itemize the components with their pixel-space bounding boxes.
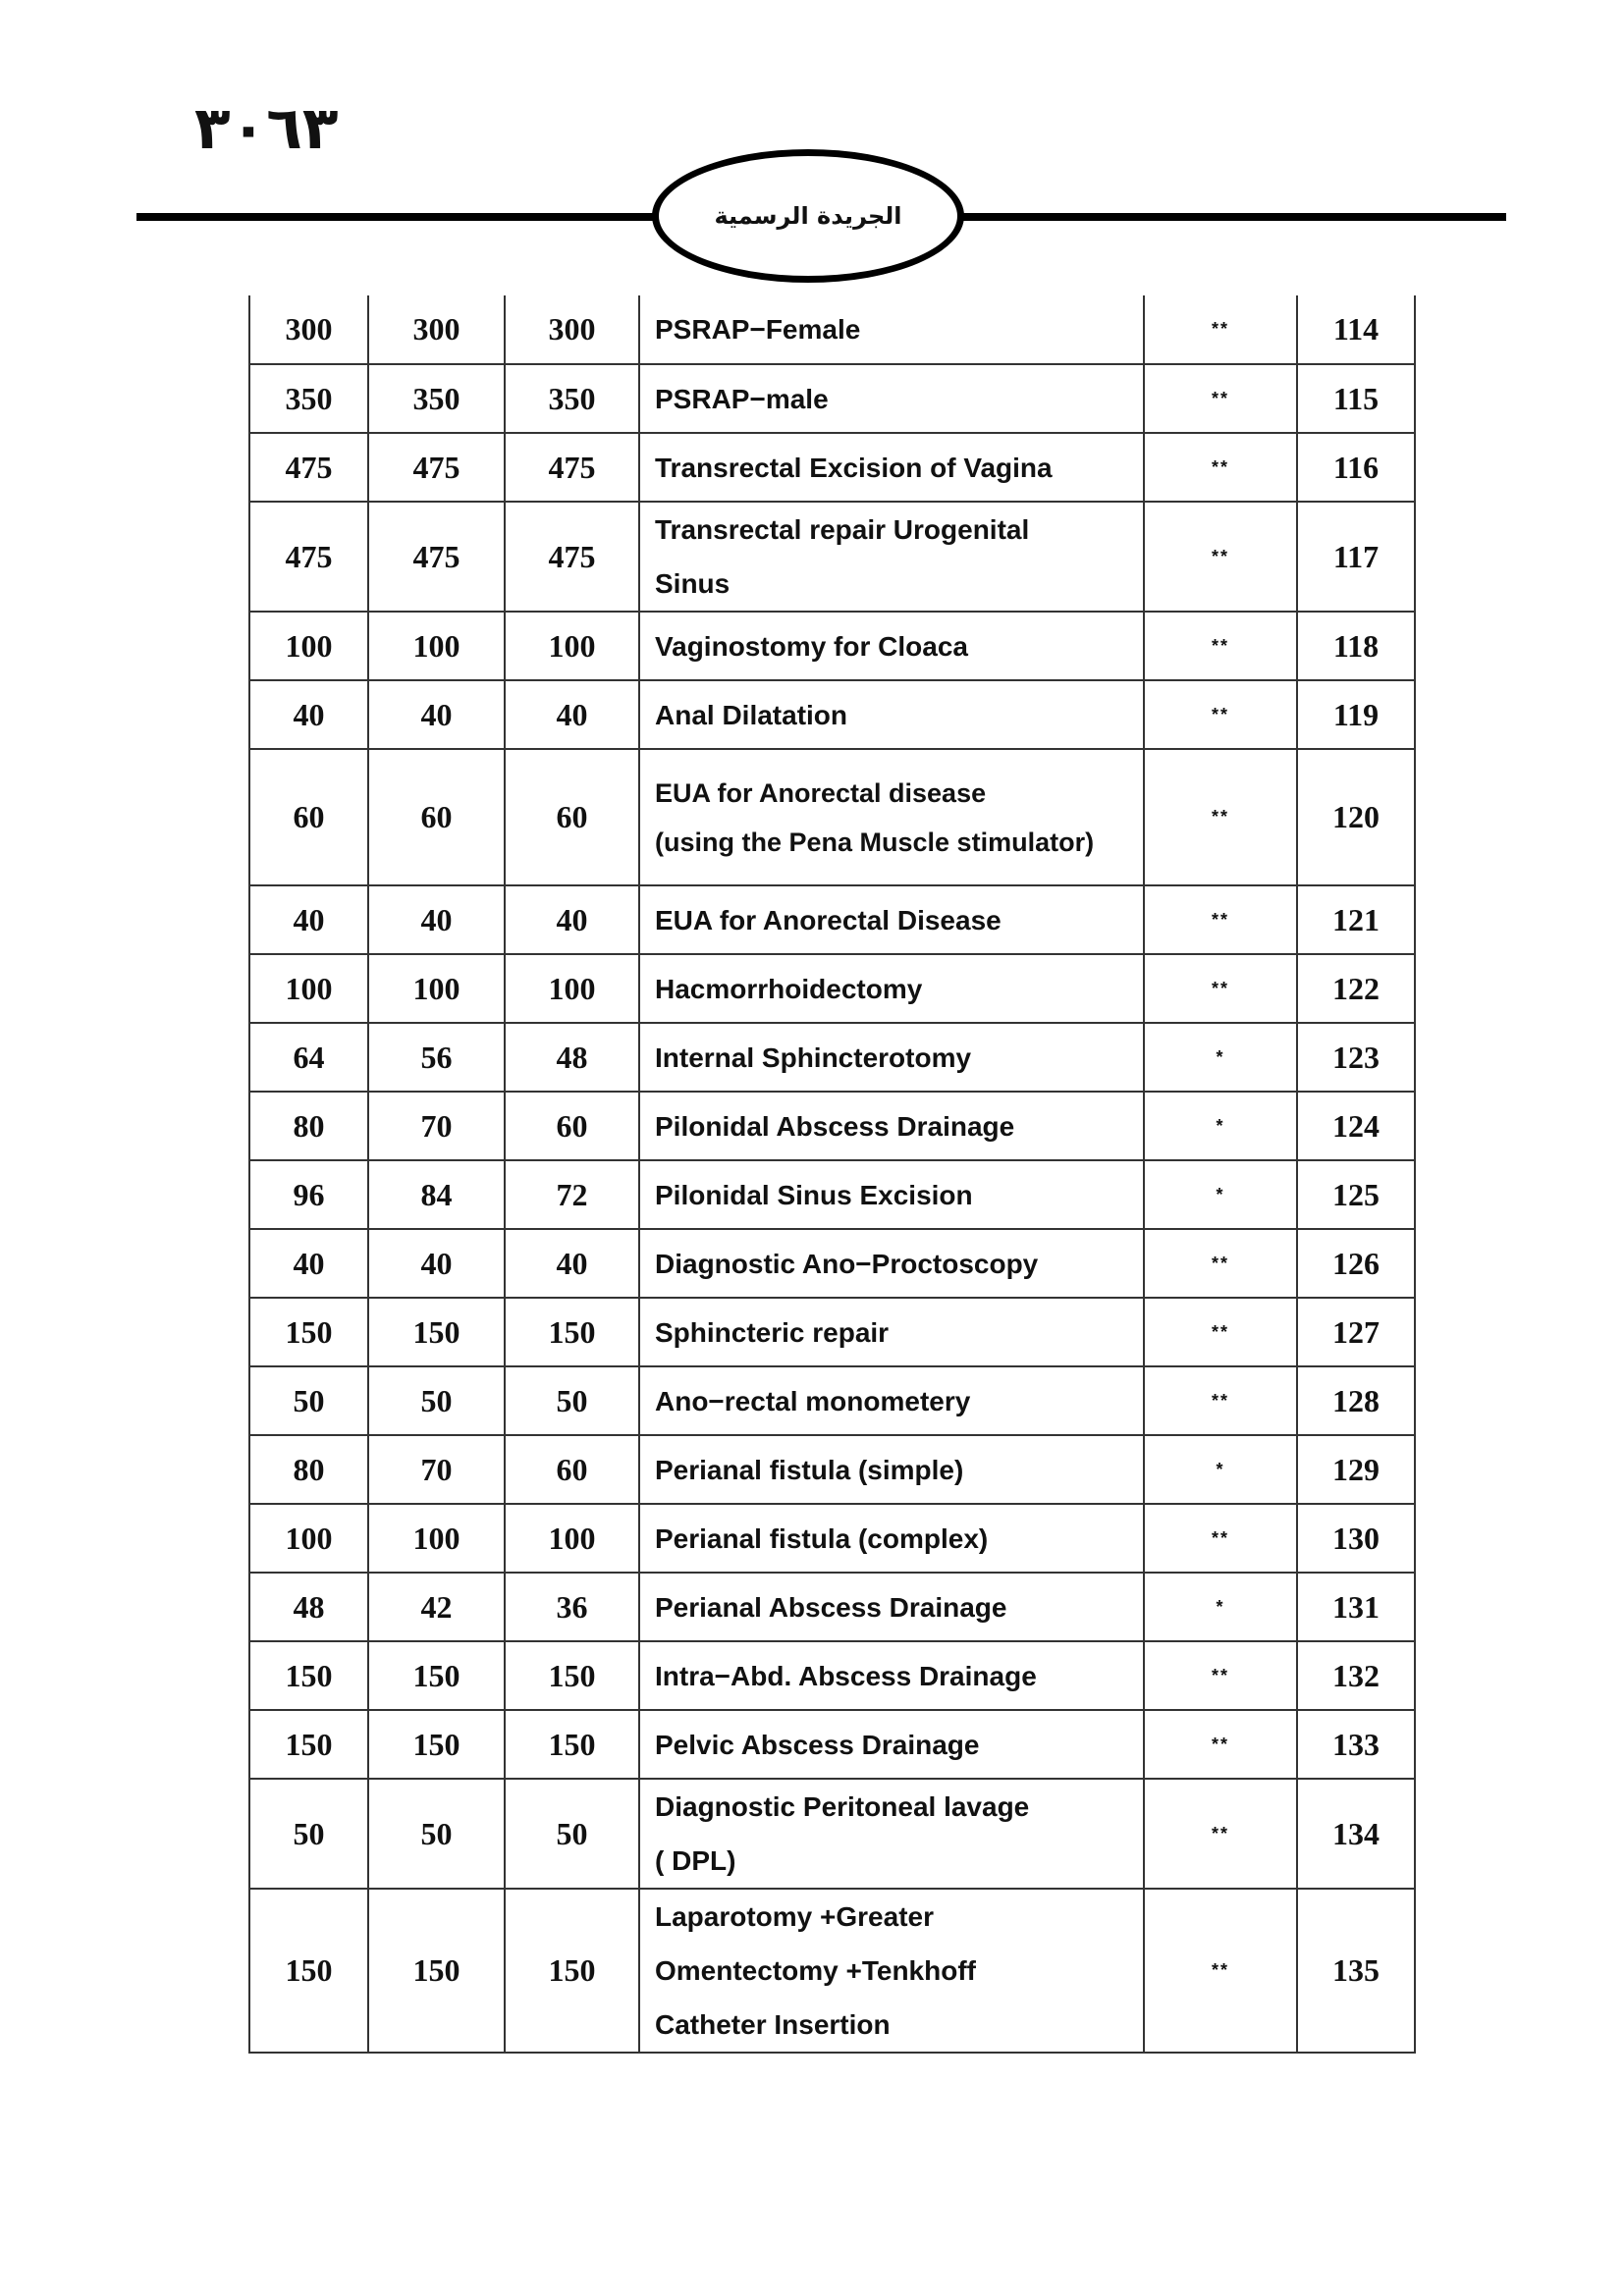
table-row (249, 1504, 1415, 1573)
item-number: 122 (1297, 954, 1415, 1023)
description-line: Pelvic Abscess Drainage (655, 1729, 980, 1760)
fee-col-3: 350 (505, 364, 639, 433)
fee-col-3: 50 (505, 1366, 639, 1435)
fee-col-1: 150 (249, 1889, 368, 2053)
item-number: 117 (1297, 502, 1415, 612)
fee-col-2: 150 (368, 1298, 505, 1366)
fee-col-1: 96 (249, 1160, 368, 1229)
item-number: 127 (1297, 1298, 1415, 1366)
table-row (249, 749, 1415, 885)
category-mark: ** (1144, 749, 1297, 885)
header-rule-left (136, 213, 686, 221)
category-mark: ** (1144, 1366, 1297, 1435)
fee-col-2: 84 (368, 1160, 505, 1229)
fee-col-1: 80 (249, 1092, 368, 1160)
table-row (249, 1160, 1415, 1229)
category-mark: ** (1144, 1641, 1297, 1710)
fee-col-3: 475 (505, 433, 639, 502)
item-number: 123 (1297, 1023, 1415, 1092)
description-line: Laparotomy +Greater (655, 1901, 934, 1932)
category-mark: ** (1144, 1504, 1297, 1573)
fee-col-1: 40 (249, 680, 368, 749)
fee-col-3: 475 (505, 502, 639, 612)
procedure-description (639, 1023, 1144, 1092)
procedure-description (639, 1366, 1144, 1435)
description-line: Sinus (655, 568, 731, 599)
procedure-description (639, 885, 1144, 954)
fee-col-3: 150 (505, 1641, 639, 1710)
item-number: 114 (1297, 295, 1415, 364)
fee-col-1: 475 (249, 502, 368, 612)
table-row (249, 1023, 1415, 1092)
table-row (249, 502, 1415, 612)
item-number: 132 (1297, 1641, 1415, 1710)
description-line: Vaginostomy for Cloaca (655, 630, 968, 662)
table-row (249, 1573, 1415, 1641)
table-row (249, 1889, 1415, 2053)
fee-col-2: 150 (368, 1641, 505, 1710)
item-number: 135 (1297, 1889, 1415, 2053)
fee-col-2: 42 (368, 1573, 505, 1641)
fee-col-3: 40 (505, 1229, 639, 1298)
procedure-description (639, 1435, 1144, 1504)
fee-col-3: 50 (505, 1779, 639, 1889)
fee-col-2: 70 (368, 1092, 505, 1160)
procedure-description (639, 1229, 1144, 1298)
procedure-description (639, 1641, 1144, 1710)
table-row (249, 1092, 1415, 1160)
fee-col-1: 40 (249, 885, 368, 954)
item-number: 116 (1297, 433, 1415, 502)
item-number: 121 (1297, 885, 1415, 954)
description-line: EUA for Anorectal disease (655, 777, 987, 808)
fee-col-2: 100 (368, 612, 505, 680)
fee-col-3: 60 (505, 749, 639, 885)
fee-col-2: 475 (368, 502, 505, 612)
fee-col-2: 100 (368, 954, 505, 1023)
procedure-description (639, 433, 1144, 502)
description-line: (using the Pena Muscle stimulator) (655, 827, 1095, 857)
description-line: EUA for Anorectal Disease (655, 904, 1001, 935)
fee-col-3: 300 (505, 295, 639, 364)
fee-col-2: 70 (368, 1435, 505, 1504)
category-mark: ** (1144, 1298, 1297, 1366)
table-row (249, 1435, 1415, 1504)
category-mark: ** (1144, 502, 1297, 612)
table-row (249, 364, 1415, 433)
fee-col-1: 48 (249, 1573, 368, 1641)
fee-col-3: 48 (505, 1023, 639, 1092)
category-mark: ** (1144, 364, 1297, 433)
fee-col-2: 300 (368, 295, 505, 364)
description-line: Sphincteric repair (655, 1316, 890, 1348)
description-line: Pilonidal Sinus Excision (655, 1179, 973, 1210)
procedure-description (639, 1889, 1144, 2053)
fee-col-3: 72 (505, 1160, 639, 1229)
fee-col-1: 40 (249, 1229, 368, 1298)
description-line: Anal Dilatation (655, 699, 848, 730)
fee-col-3: 150 (505, 1298, 639, 1366)
category-mark: ** (1144, 680, 1297, 749)
fee-col-1: 475 (249, 433, 368, 502)
item-number: 125 (1297, 1160, 1415, 1229)
item-number: 131 (1297, 1573, 1415, 1641)
category-mark: * (1144, 1092, 1297, 1160)
table-row (249, 295, 1415, 364)
description-line: Transrectal Excision of Vagina (655, 452, 1053, 483)
item-number: 120 (1297, 749, 1415, 885)
fee-col-1: 60 (249, 749, 368, 885)
fee-col-2: 100 (368, 1504, 505, 1573)
fee-col-2: 40 (368, 885, 505, 954)
item-number: 129 (1297, 1435, 1415, 1504)
fee-col-3: 100 (505, 1504, 639, 1573)
category-mark: ** (1144, 1779, 1297, 1889)
fee-col-3: 36 (505, 1573, 639, 1641)
item-number: 115 (1297, 364, 1415, 433)
procedure-description (639, 749, 1144, 885)
fee-col-1: 100 (249, 612, 368, 680)
fee-col-3: 60 (505, 1092, 639, 1160)
procedure-description (639, 1160, 1144, 1229)
page-number: ٣٠٦٣ (194, 94, 339, 163)
procedure-description (639, 364, 1144, 433)
description-line: Diagnostic Peritoneal lavage (655, 1791, 1030, 1822)
table-row (249, 1779, 1415, 1889)
fee-col-1: 100 (249, 1504, 368, 1573)
description-line: PSRAP−Female (655, 314, 861, 345)
procedure-description (639, 612, 1144, 680)
table-row (249, 1366, 1415, 1435)
category-mark: ** (1144, 612, 1297, 680)
item-number: 119 (1297, 680, 1415, 749)
table-row (249, 885, 1415, 954)
fee-col-1: 80 (249, 1435, 368, 1504)
fee-col-1: 100 (249, 954, 368, 1023)
fee-col-1: 150 (249, 1298, 368, 1366)
category-mark: * (1144, 1573, 1297, 1641)
procedure-description (639, 1092, 1144, 1160)
description-line: PSRAP−male (655, 383, 829, 414)
table-row (249, 1641, 1415, 1710)
description-line: Transrectal repair Urogenital (655, 514, 1030, 545)
item-number: 126 (1297, 1229, 1415, 1298)
description-line: Ano−rectal monometery (655, 1385, 971, 1416)
category-mark: ** (1144, 295, 1297, 364)
fee-col-2: 60 (368, 749, 505, 885)
description-line: Pilonidal Abscess Drainage (655, 1110, 1015, 1142)
fee-col-1: 150 (249, 1641, 368, 1710)
fee-col-2: 50 (368, 1779, 505, 1889)
fee-col-1: 350 (249, 364, 368, 433)
table-row (249, 1229, 1415, 1298)
description-line: Hacmorrhoidectomy (655, 973, 923, 1004)
category-mark: ** (1144, 954, 1297, 1023)
procedure-description (639, 954, 1144, 1023)
item-number: 130 (1297, 1504, 1415, 1573)
fee-col-3: 100 (505, 612, 639, 680)
item-number: 118 (1297, 612, 1415, 680)
fee-col-1: 300 (249, 295, 368, 364)
description-line: Internal Sphincterotomy (655, 1041, 972, 1073)
item-number: 133 (1297, 1710, 1415, 1779)
fee-col-3: 40 (505, 680, 639, 749)
category-mark: ** (1144, 1889, 1297, 2053)
header-rule-right (933, 213, 1506, 221)
category-mark: * (1144, 1160, 1297, 1229)
description-line: Perianal Abscess Drainage (655, 1591, 1007, 1623)
item-number: 128 (1297, 1366, 1415, 1435)
description-line: Omentectomy +Tenkhoff (655, 1955, 976, 1986)
description-line: Diagnostic Ano−Proctoscopy (655, 1248, 1039, 1279)
fee-col-2: 40 (368, 1229, 505, 1298)
description-line: ( DPL) (655, 1845, 736, 1876)
table-row (249, 680, 1415, 749)
table-row (249, 612, 1415, 680)
category-mark: * (1144, 1435, 1297, 1504)
fee-col-3: 60 (505, 1435, 639, 1504)
procedure-description (639, 1710, 1144, 1779)
fee-col-2: 475 (368, 433, 505, 502)
fee-col-3: 150 (505, 1710, 639, 1779)
description-line: Perianal fistula (simple) (655, 1454, 964, 1485)
fees-table (248, 295, 1416, 2054)
description-line: Catheter Insertion (655, 2009, 891, 2040)
table-row (249, 954, 1415, 1023)
fee-col-2: 56 (368, 1023, 505, 1092)
table-row (249, 1298, 1415, 1366)
category-mark: ** (1144, 1229, 1297, 1298)
fee-col-1: 50 (249, 1366, 368, 1435)
procedure-description (639, 1504, 1144, 1573)
procedure-description (639, 1779, 1144, 1889)
table-row (249, 1710, 1415, 1779)
category-mark: ** (1144, 885, 1297, 954)
table-row (249, 433, 1415, 502)
description-line: Perianal fistula (complex) (655, 1522, 989, 1554)
fee-col-1: 50 (249, 1779, 368, 1889)
fee-col-2: 50 (368, 1366, 505, 1435)
item-number: 134 (1297, 1779, 1415, 1889)
fee-col-1: 150 (249, 1710, 368, 1779)
fee-col-2: 350 (368, 364, 505, 433)
fee-col-1: 64 (249, 1023, 368, 1092)
gazette-title-oval (652, 149, 964, 283)
category-mark: ** (1144, 433, 1297, 502)
fee-col-2: 150 (368, 1889, 505, 2053)
procedure-description (639, 502, 1144, 612)
procedure-description (639, 1573, 1144, 1641)
procedure-description (639, 1298, 1144, 1366)
fee-col-3: 150 (505, 1889, 639, 2053)
fee-col-3: 40 (505, 885, 639, 954)
fee-col-2: 40 (368, 680, 505, 749)
fee-col-2: 150 (368, 1710, 505, 1779)
procedure-description (639, 680, 1144, 749)
category-mark: ** (1144, 1710, 1297, 1779)
description-line: Intra−Abd. Abscess Drainage (655, 1660, 1037, 1691)
fee-col-3: 100 (505, 954, 639, 1023)
procedure-description (639, 295, 1144, 364)
gazette-title: الجريدة الرسمية (714, 202, 902, 230)
item-number: 124 (1297, 1092, 1415, 1160)
category-mark: * (1144, 1023, 1297, 1092)
